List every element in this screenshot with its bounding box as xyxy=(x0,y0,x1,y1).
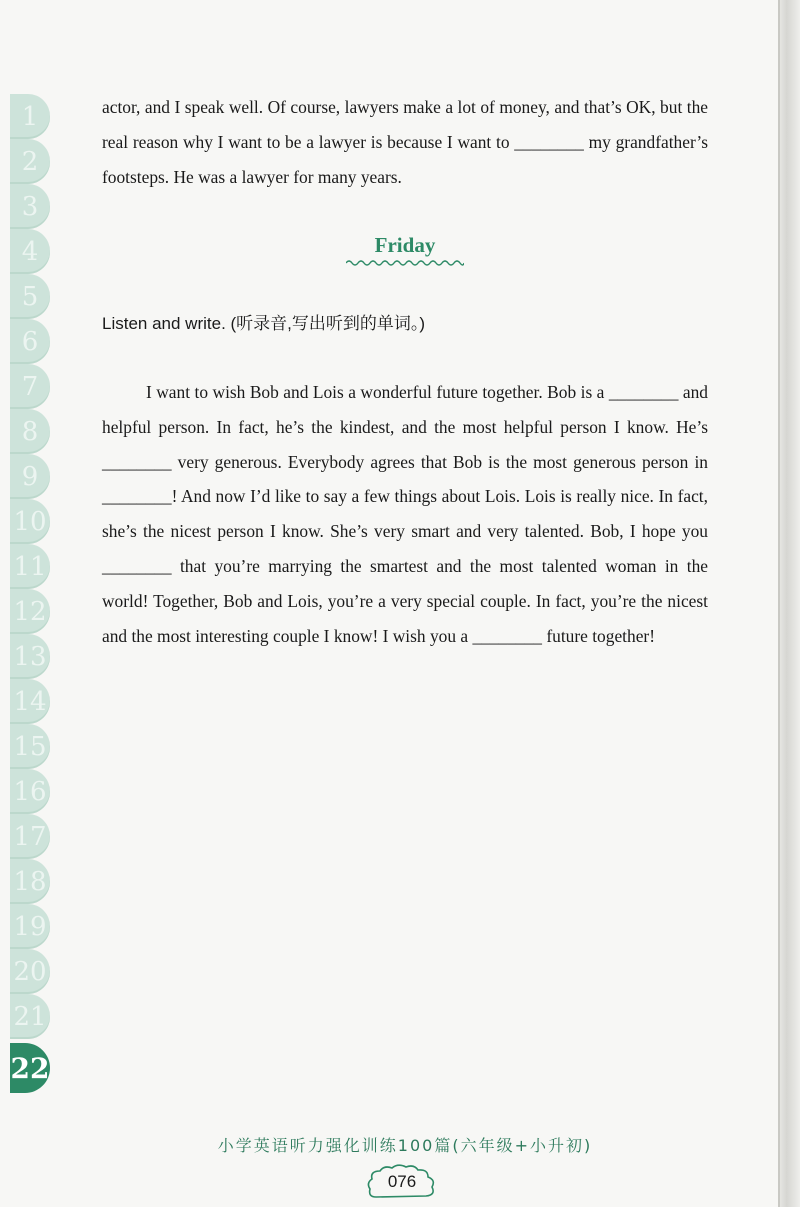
book-title: 小学英语听力强化训练100篇(六年级+小升初) xyxy=(217,1136,593,1155)
side-tab-8: 8 xyxy=(10,409,50,454)
passage-continued: actor, and I speak well. Of course, lawyers make a lot of money, and that’s OK, but the real reason why I want to be a lawyer is because I want to ________ my grandfather’s footsteps. He was a lawyer for many years. xyxy=(102,97,708,187)
listening-passage: I want to wish Bob and Lois a wonderful future together. Bob is a ________ and helpful person. In fact, he’s the kindest, and the most helpful person I know. He’s ________ very generous. Everybody agrees that Bob is the most generous person in ________! And now I’d like to say a few things about Lois. Lois is really nice. In fact, she’s the nicest person I know. She’s very smart and very talented. Bob, I hope you ________ that you’re marrying the smartest and the most talented woman in the world! Together, Bob and Lois, you’re a very special couple. In fact, you’re the nicest and the most interesting couple I know! I wish you a ________ future together! xyxy=(102,382,708,646)
side-tab-2: 2 xyxy=(10,139,50,184)
side-tab-4: 4 xyxy=(10,229,50,274)
page-edge xyxy=(778,0,800,1207)
wavy-underline-icon xyxy=(346,258,464,268)
side-tab-12: 12 xyxy=(10,589,50,634)
page-number: 076 xyxy=(387,1172,417,1191)
side-tab-6: 6 xyxy=(10,319,50,364)
side-tab-19: 19 xyxy=(10,904,50,949)
section-title: Friday xyxy=(374,233,436,257)
side-tab-active: 22 xyxy=(10,1043,50,1093)
page-edge-line xyxy=(778,0,780,1207)
side-tab-3: 3 xyxy=(10,184,50,229)
instruction-text: Listen and write. (听录音,写出听到的单词。) xyxy=(102,314,426,333)
side-tab-21: 21 xyxy=(10,994,50,1039)
page-number-badge xyxy=(366,1163,438,1201)
side-tab-16: 16 xyxy=(10,769,50,814)
side-tab-9: 9 xyxy=(10,454,50,499)
side-tab-15: 15 xyxy=(10,724,50,769)
side-tab-18: 18 xyxy=(10,859,50,904)
section-heading xyxy=(0,233,800,258)
side-tab-20: 20 xyxy=(10,949,50,994)
side-tab-1: 1 xyxy=(10,94,50,139)
side-tab-10: 10 xyxy=(10,499,50,544)
side-tab-13: 13 xyxy=(10,634,50,679)
side-tab-7: 7 xyxy=(10,364,50,409)
side-tab-11: 11 xyxy=(10,544,50,589)
side-tab-14: 14 xyxy=(10,679,50,724)
side-tab-5: 5 xyxy=(10,274,50,319)
side-tab-17: 17 xyxy=(10,814,50,859)
